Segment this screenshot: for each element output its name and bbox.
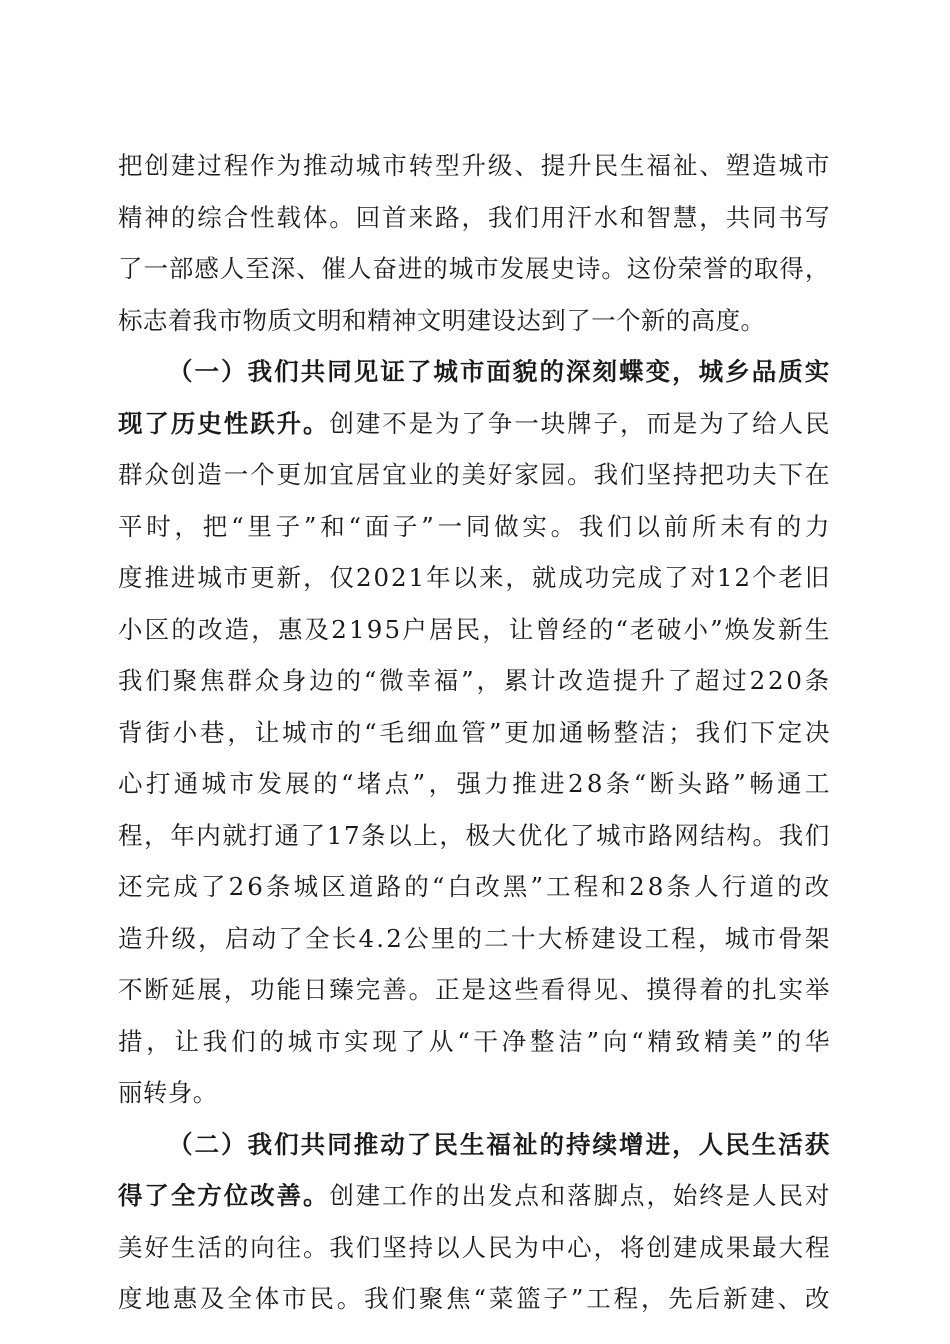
document-body [118,140,830,1325]
text-line: 程 ， 年 内 就 打 通 了 1 7 条 以 上 ， 极 大 优 化 了 城 市 路 网 结 构 。 我 们 [118,820,830,850]
text-line: 群 众 创 造 一 个 更 加 宜 居 宜 业 的 美 好 家 园 。 我 们 坚 持 把 功 夫 下 在 [118,460,830,489]
text-line: 造 升 级 ， 启 动 了 全 长 4 . 2 公 里 的 二 十 大 桥 建 设 工 程 ， 城 市 骨 架 [118,923,830,953]
text-line [118,295,830,347]
text-line: 背 街 小 巷 ， 让 城 市 的 “ 毛 细 血 管 ” 更 加 通 畅 整 洁 ； 我 们 下 定 决 [118,717,830,747]
text-line: 小 区 的 改 造 ， 惠 及 2 1 9 5 户 居 民 ， 让 曾 经 的 “ 老 破 小 ” 焕 发 新 生 [118,614,830,644]
text-line: 得 了 全 方 位 改 善 。 创 建 工 作 的 出 发 点 和 落 脚 点 ， 始 终 是 人 民 对 [118,1181,830,1210]
text-line: 现 了 历 史 性 跃 升 。 创 建 不 是 为 了 争 一 块 牌 子 ， 而 是 为 了 给 人 民 [118,408,830,438]
text-line: 措 ， 让 我 们 的 城 市 实 现 了 从 “ 干 净 整 洁 ” 向 “ 精 致 精 美 ” 的 华 [118,1026,830,1056]
text-line: 度 地 惠 及 全 体 市 民 。 我 们 聚 焦 “ 菜 篮 子 ” 工 程 ， 先 后 新 建 、 改 [118,1284,830,1313]
text-line: 不 断 延 展 ， 功 能 日 臻 完 善 。 正 是 这 些 看 得 见 、 摸 得 着 的 扎 实 举 [118,975,830,1004]
text-line: 精 神 的 综 合 性 载 体 。 回 首 来 路 ， 我 们 用 汗 水 和 智 慧 ， 共 同 书 写 [118,202,830,232]
text-line: （ 二 ） 我 们 共 同 推 动 了 民 生 福 祉 的 持 续 增 进 ， 人 民 生 活 获 [168,1129,830,1159]
text-line: 度 推 进 城 市 更 新 ， 仅 2 0 2 1 年 以 来 ， 就 成 功 完 成 了 对 1 2 个 老 旧 [118,563,830,592]
text-line: 还 完 成 了 2 6 条 城 区 道 路 的 “ 白 改 黑 ” 工 程 和 2 8 条 人 行 道 的 改 [118,872,830,901]
body-text: 标志着我市物质文明和精神文明建设达到了一个新的高度。 [118,305,766,335]
text-line: 把 创 建 过 程 作 为 推 动 城 市 转 型 升 级 、 提 升 民 生 福 祉 、 塑 造 城 市 [118,151,830,180]
text-line: 了 一 部 感 人 至 深 、 催 人 奋 进 的 城 市 发 展 史 诗 。 这 份 荣 誉 的 取 得 ， [118,254,830,283]
text-line: 我 们 聚 焦 群 众 身 边 的 “ 微 幸 福 ” ， 累 计 改 造 提 升 了 超 过 2 2 0 条 [118,666,830,695]
text-line [118,1067,830,1119]
text-line: 美 好 生 活 的 向 往 。 我 们 坚 持 以 人 民 为 中 心 ， 将 创 建 成 果 最 大 程 [118,1232,830,1262]
text-line: （ 一 ） 我 们 共 同 见 证 了 城 市 面 貌 的 深 刻 蝶 变 ， 城 乡 品 质 实 [168,357,830,386]
body-text: 丽转身。 [118,1078,218,1107]
text-line: 心 打 通 城 市 发 展 的 “ 堵 点 ” ， 强 力 推 进 2 8 条 “ 断 头 路 ” 畅 通 工 [118,769,830,798]
text-line: 平 时 ， 把 “ 里 子 ” 和 “ 面 子 ” 一 同 做 实 。 我 们 以 前 所 未 有 的 力 [118,511,830,541]
